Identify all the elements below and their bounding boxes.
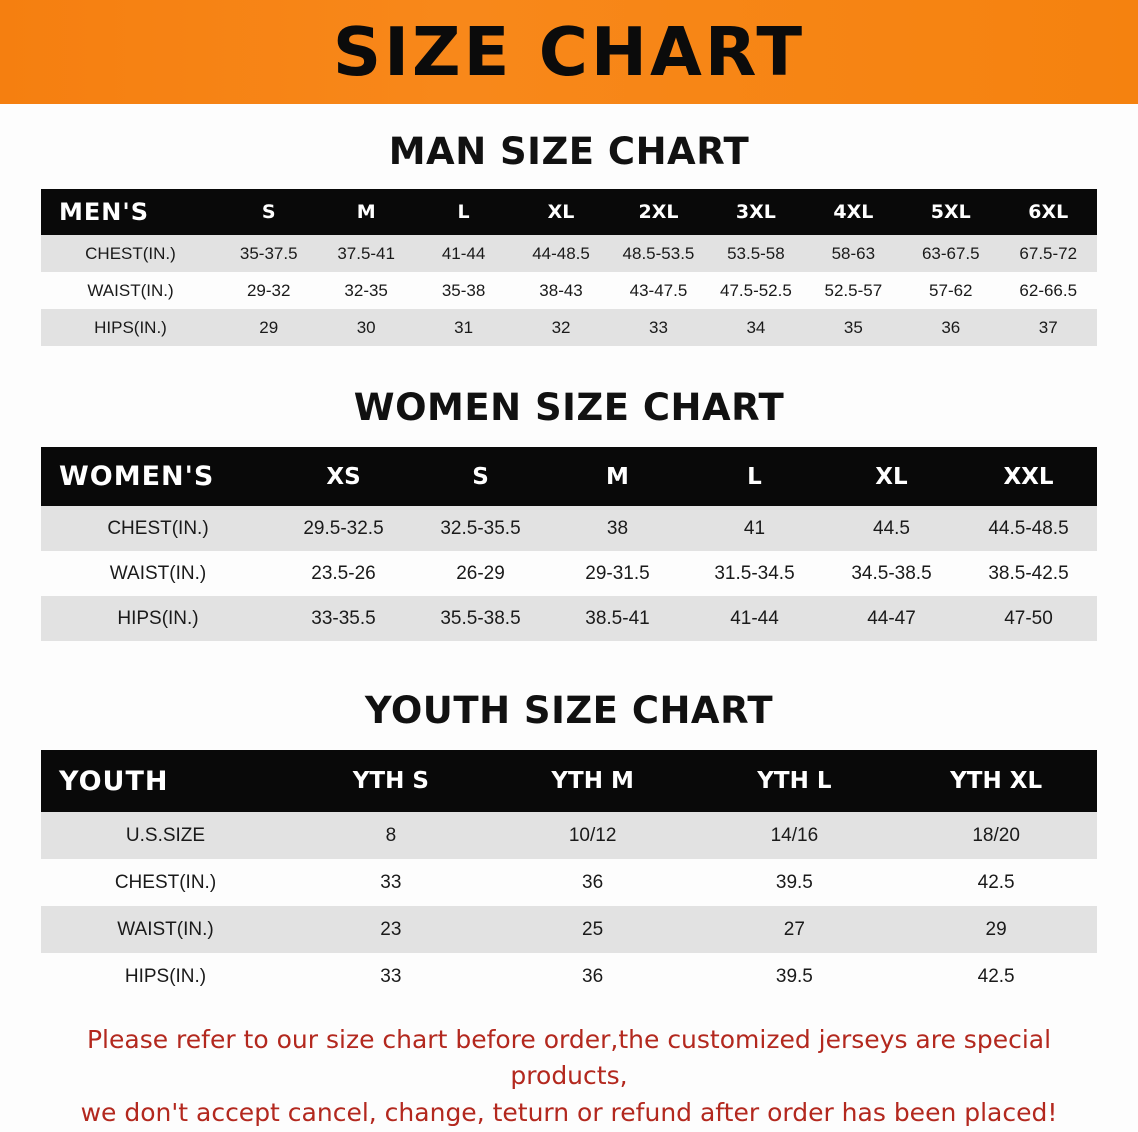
man-chest-6xl: 67.5-72 [1000,235,1098,272]
man-chest-5xl: 63-67.5 [902,235,999,272]
table-row [41,272,1097,309]
table-row [41,309,1097,346]
women-row-label-waist: WAIST(IN.) [41,551,275,596]
women-hips-xl: 44-47 [823,596,960,641]
table-row [41,596,1097,641]
man-hips-4xl: 35 [805,309,902,346]
man-waist-2xl: 43-47.5 [610,272,707,309]
women-header-xxl: XXL [960,447,1097,506]
man-chest-s: 35-37.5 [220,235,317,272]
man-header-l: L [415,189,512,235]
table-row [41,953,1097,1000]
youth-hips-l: 39.5 [694,953,896,1000]
man-waist-xl: 38-43 [512,272,609,309]
man-hips-2xl: 33 [610,309,707,346]
women-chest-xxl: 44.5-48.5 [960,506,1097,551]
youth-header-label: YOUTH [41,750,290,812]
youth-section-title: YOUTH SIZE CHART [364,689,774,732]
women-header-label: WOMEN'S [41,447,275,506]
man-header-6xl: 6XL [1000,189,1098,235]
women-hips-xxl: 47-50 [960,596,1097,641]
youth-size-table-wrapper [41,750,1097,1000]
women-header-m: M [549,447,686,506]
table-header-row [41,447,1097,506]
man-size-table-wrapper [41,189,1097,346]
man-waist-s: 29-32 [220,272,317,309]
table-row [41,812,1097,859]
man-hips-s: 29 [220,309,317,346]
table-row [41,859,1097,906]
youth-chest-xl: 42.5 [895,859,1097,906]
man-table-head [41,189,1097,235]
youth-row-label-ussize: U.S.SIZE [41,812,290,859]
women-chest-l: 41 [686,506,823,551]
man-row-label-waist: WAIST(IN.) [41,272,220,309]
youth-header-m: YTH M [492,750,694,812]
youth-table-head [41,750,1097,812]
man-header-3xl: 3XL [707,189,804,235]
women-waist-xs: 23.5-26 [275,551,412,596]
youth-size-table [41,750,1097,1000]
women-waist-l: 31.5-34.5 [686,551,823,596]
women-hips-m: 38.5-41 [549,596,686,641]
youth-ussize-m: 10/12 [492,812,694,859]
youth-header-l: YTH L [694,750,896,812]
table-header-row [41,750,1097,812]
youth-ussize-l: 14/16 [694,812,896,859]
youth-header-xl: YTH XL [895,750,1097,812]
youth-header-s: YTH S [290,750,492,812]
man-waist-l: 35-38 [415,272,512,309]
youth-ussize-s: 8 [290,812,492,859]
women-chest-s: 32.5-35.5 [412,506,549,551]
table-row [41,235,1097,272]
women-hips-l: 41-44 [686,596,823,641]
youth-row-label-waist: WAIST(IN.) [41,906,290,953]
table-header-row [41,189,1097,235]
man-header-5xl: 5XL [902,189,999,235]
women-header-s: S [412,447,549,506]
women-table-body [41,506,1097,641]
man-waist-4xl: 52.5-57 [805,272,902,309]
table-row [41,906,1097,953]
women-hips-s: 35.5-38.5 [412,596,549,641]
banner [0,0,1138,104]
youth-hips-s: 33 [290,953,492,1000]
women-waist-xl: 34.5-38.5 [823,551,960,596]
youth-waist-s: 23 [290,906,492,953]
women-waist-m: 29-31.5 [549,551,686,596]
women-chest-m: 38 [549,506,686,551]
man-chest-2xl: 48.5-53.5 [610,235,707,272]
table-row [41,551,1097,596]
youth-waist-l: 27 [694,906,896,953]
man-table-body [41,235,1097,346]
youth-chest-s: 33 [290,859,492,906]
table-row [41,506,1097,551]
man-hips-3xl: 34 [707,309,804,346]
women-size-table-wrapper [41,447,1097,641]
disclaimer-note [69,1022,1069,1131]
man-waist-6xl: 62-66.5 [1000,272,1098,309]
man-hips-6xl: 37 [1000,309,1098,346]
youth-hips-m: 36 [492,953,694,1000]
man-size-table [41,189,1097,346]
women-row-label-chest: CHEST(IN.) [41,506,275,551]
youth-waist-m: 25 [492,906,694,953]
man-header-s: S [220,189,317,235]
man-header-2xl: 2XL [610,189,707,235]
youth-ussize-xl: 18/20 [895,812,1097,859]
women-waist-xxl: 38.5-42.5 [960,551,1097,596]
man-waist-5xl: 57-62 [902,272,999,309]
man-hips-5xl: 36 [902,309,999,346]
man-header-4xl: 4XL [805,189,902,235]
man-section-title: MAN SIZE CHART [388,130,750,173]
women-header-xs: XS [275,447,412,506]
women-header-xl: XL [823,447,960,506]
women-header-l: L [686,447,823,506]
man-hips-m: 30 [317,309,414,346]
youth-row-label-hips: HIPS(IN.) [41,953,290,1000]
man-row-label-chest: CHEST(IN.) [41,235,220,272]
man-chest-m: 37.5-41 [317,235,414,272]
women-chest-xs: 29.5-32.5 [275,506,412,551]
youth-hips-xl: 42.5 [895,953,1097,1000]
man-chest-4xl: 58-63 [805,235,902,272]
women-hips-xs: 33-35.5 [275,596,412,641]
youth-table-body [41,812,1097,1000]
man-hips-xl: 32 [512,309,609,346]
man-header-m: M [317,189,414,235]
man-header-xl: XL [512,189,609,235]
disclaimer-line-1: Please refer to our size chart before order,the customized jerseys are special products, [86,1025,1052,1091]
man-chest-3xl: 53.5-58 [707,235,804,272]
women-table-head [41,447,1097,506]
disclaimer-line-2: we don't accept cancel, change, teturn or refund after order has been placed! [80,1097,1058,1127]
women-chest-xl: 44.5 [823,506,960,551]
man-hips-l: 31 [415,309,512,346]
man-waist-m: 32-35 [317,272,414,309]
women-size-table [41,447,1097,641]
man-chest-l: 41-44 [415,235,512,272]
youth-waist-xl: 29 [895,906,1097,953]
man-chest-xl: 44-48.5 [512,235,609,272]
youth-chest-m: 36 [492,859,694,906]
man-waist-3xl: 47.5-52.5 [707,272,804,309]
man-row-label-hips: HIPS(IN.) [41,309,220,346]
man-header-label: MEN'S [41,189,220,235]
women-waist-s: 26-29 [412,551,549,596]
youth-chest-l: 39.5 [694,859,896,906]
women-section-title: WOMEN SIZE CHART [353,386,785,429]
youth-row-label-chest: CHEST(IN.) [41,859,290,906]
women-row-label-hips: HIPS(IN.) [41,596,275,641]
banner-title: SIZE CHART [332,12,806,91]
